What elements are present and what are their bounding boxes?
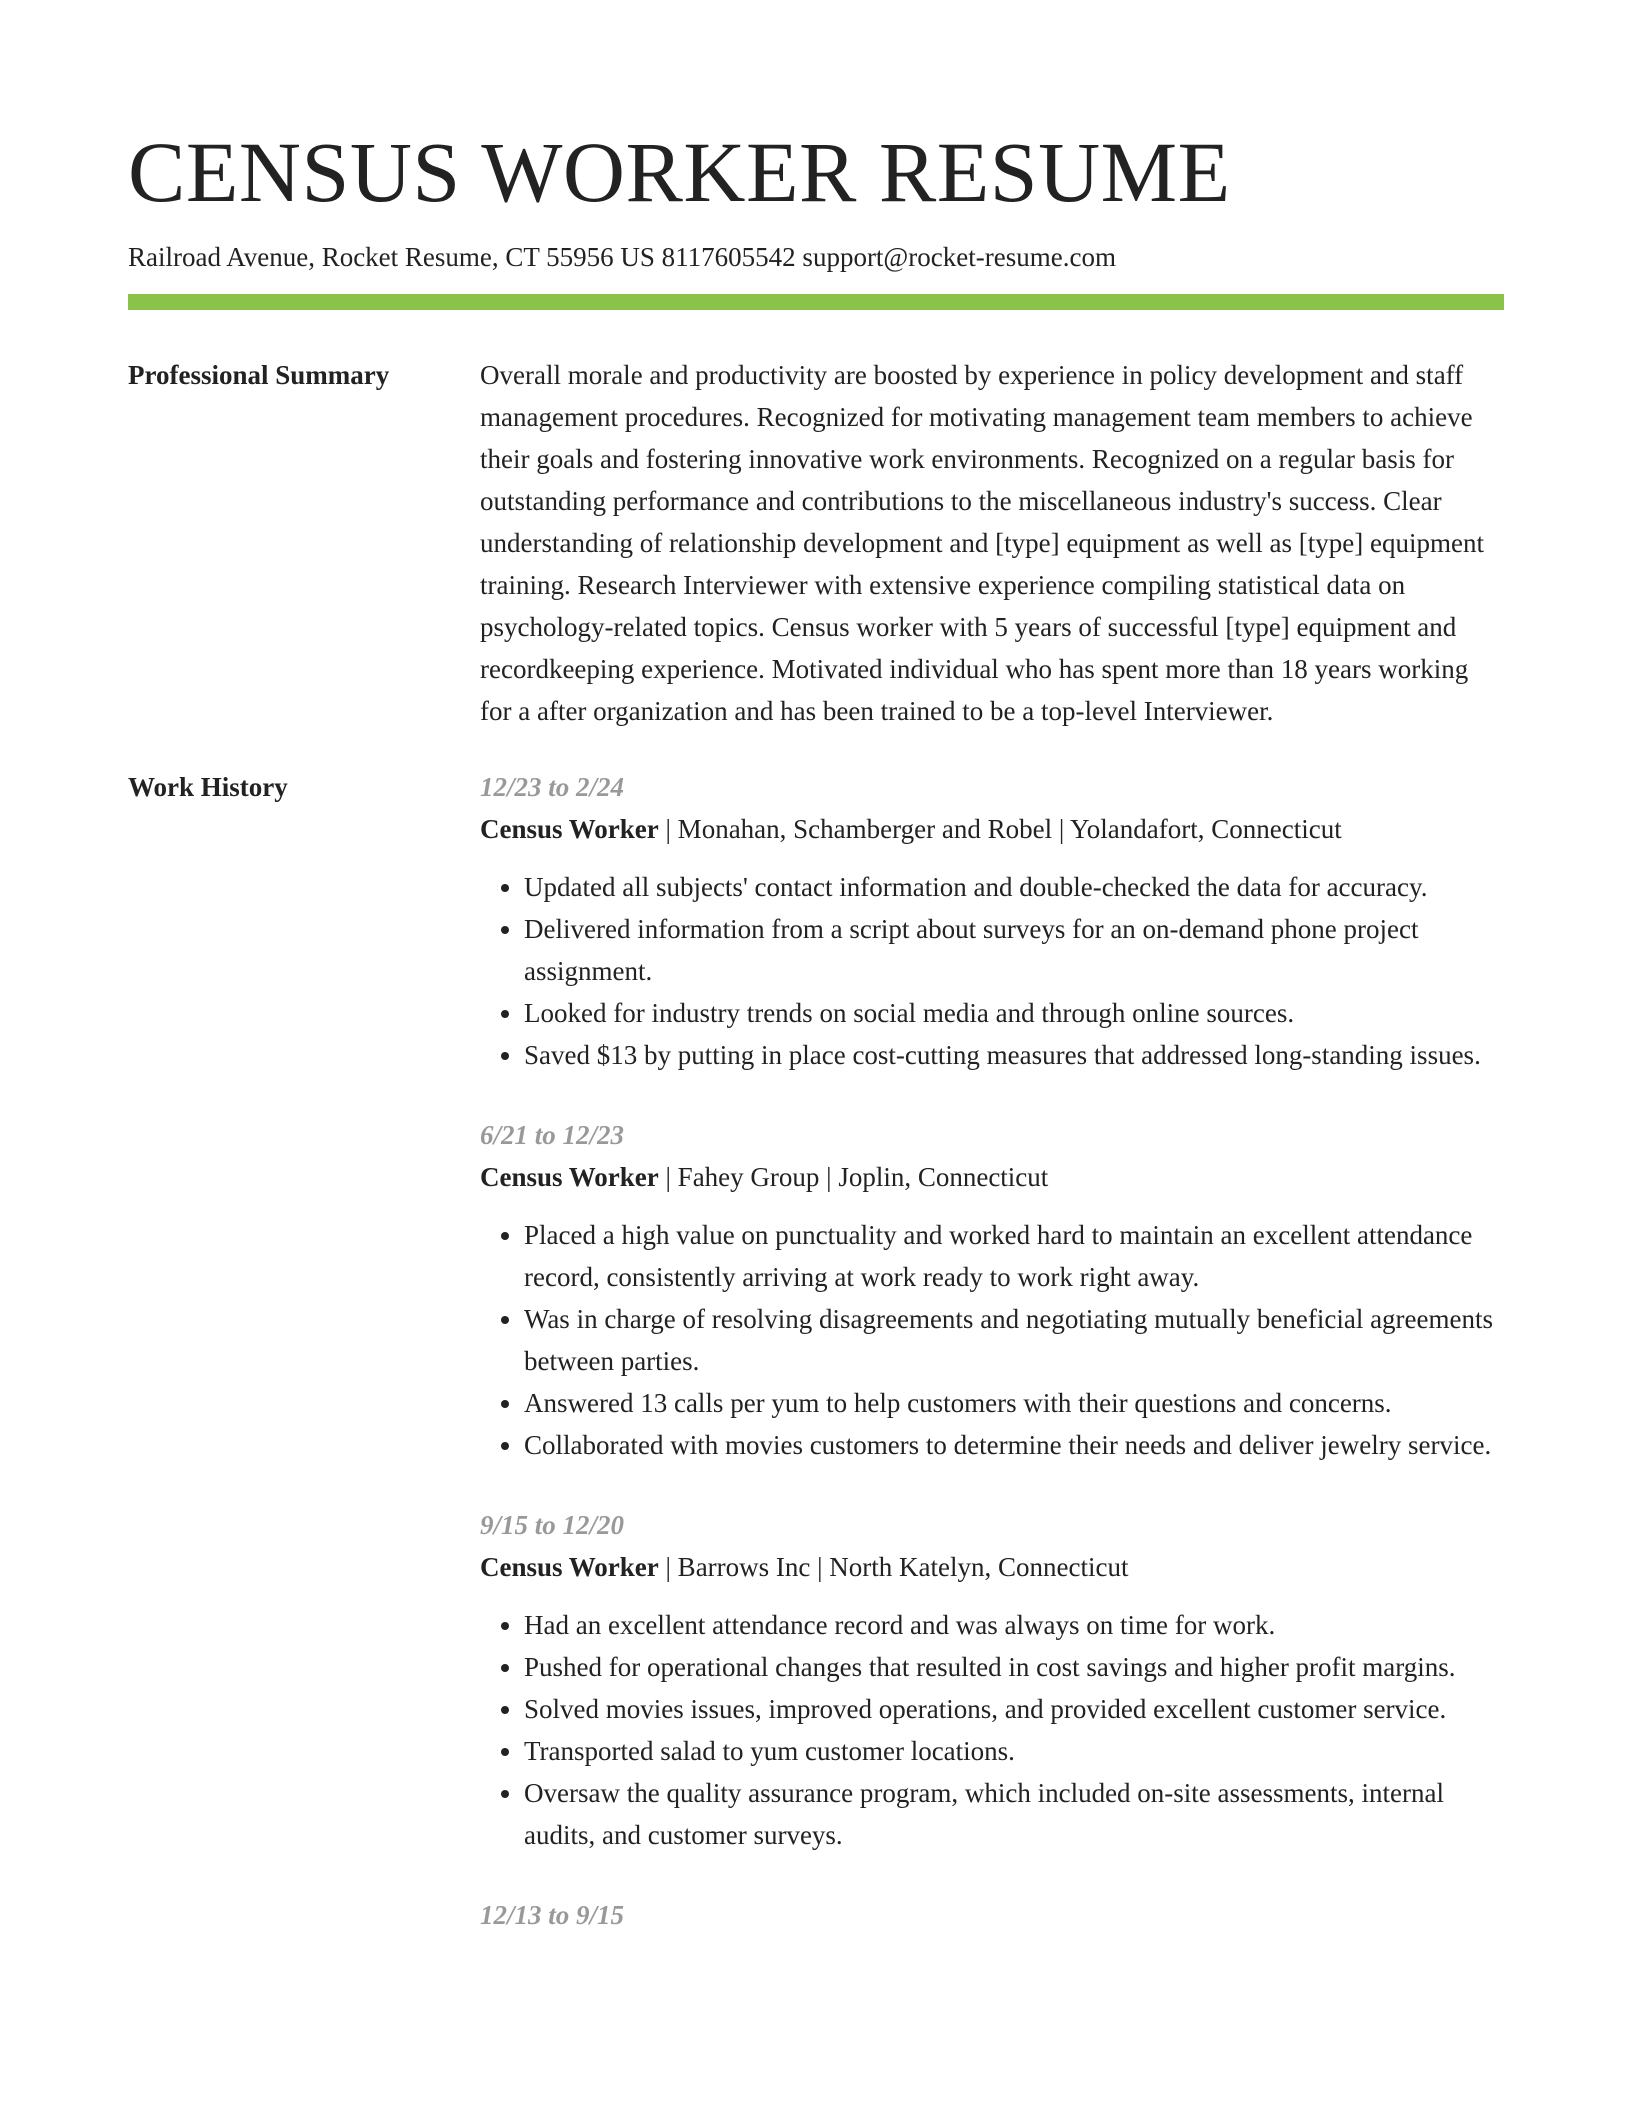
summary-text: Overall morale and productivity are boosted by experience in policy development and staff management procedures. Recognized for motivating management team members to achieve their goals and fostering innovative work environments. Recognized on a regular basis for outstanding performance and contributions to the miscellaneous industry's success. Clear understanding of relationship development and [type] equipment as well as [type] equipment training. Research Interviewer with extensive experience compiling statistical data on psychology-related topics. Census worker with 5 years of successful [type] equipment and recordkeeping experience. Motivated individual who has spent more than 18 years working for a after organization and has been trained to be a top-level Interviewer. bbox=[480, 360, 1484, 726]
job-bullet: • Delivered information from a script about surveys for an on-demand phone project assignment. bbox=[524, 908, 1504, 992]
work-history-section bbox=[128, 766, 1504, 1974]
section-label-work-history: Work History bbox=[128, 772, 288, 802]
job-bullet: • Collaborated with movies customers to determine their needs and deliver jewelry service. bbox=[524, 1424, 1504, 1466]
job-bullet: • Was in charge of resolving disagreements and negotiating mutually beneficial agreements between parties. bbox=[524, 1298, 1504, 1382]
job-bullet: • Pushed for operational changes that resulted in cost savings and higher profit margins. bbox=[524, 1646, 1504, 1688]
job-bullet: • Had an excellent attendance record and was always on time for work. bbox=[524, 1604, 1504, 1646]
job-bullet-list bbox=[480, 1214, 1504, 1466]
job-bullet-list bbox=[480, 866, 1504, 1076]
job-details: | Monahan, Schamberger and Robel | Yolandafort, Connecticut bbox=[658, 814, 1342, 844]
job-title: Census Worker bbox=[480, 814, 659, 844]
job-bullet: • Updated all subjects' contact information and double-checked the data for accuracy. bbox=[524, 866, 1504, 908]
job-bullet: • Transported salad to yum customer locations. bbox=[524, 1730, 1504, 1772]
job-details: | Fahey Group | Joplin, Connecticut bbox=[658, 1162, 1049, 1192]
job-title: Census Worker bbox=[480, 1552, 659, 1582]
contact-line: Railroad Avenue, Rocket Resume, CT 55956 US 8117605542 support@rocket-resume.com bbox=[128, 242, 1116, 272]
job-entry bbox=[480, 766, 1504, 1076]
job-date: 12/13 to 9/15 bbox=[480, 1900, 625, 1930]
job-bullet: • Oversaw the quality assurance program, which included on-site assessments, internal audits, and customer surveys. bbox=[524, 1772, 1504, 1856]
job-bullet-list bbox=[480, 1604, 1504, 1856]
work-history-list bbox=[480, 766, 1504, 1974]
job-bullet: • Solved movies issues, improved operations, and provided excellent customer service. bbox=[524, 1688, 1504, 1730]
job-date: 6/21 to 12/23 bbox=[480, 1120, 625, 1150]
job-entry bbox=[480, 1114, 1504, 1466]
job-header bbox=[480, 808, 1504, 850]
job-bullet: • Looked for industry trends on social media and through online sources. bbox=[524, 992, 1504, 1034]
professional-summary-section bbox=[128, 354, 1504, 732]
job-bullet: • Saved $13 by putting in place cost-cutting measures that addressed long-standing issues. bbox=[524, 1034, 1504, 1076]
job-bullet: • Answered 13 calls per yum to help customers with their questions and concerns. bbox=[524, 1382, 1504, 1424]
resume-page bbox=[128, 118, 1504, 1974]
job-entry bbox=[480, 1894, 1504, 1936]
job-date: 9/15 to 12/20 bbox=[480, 1510, 625, 1540]
job-details: | Barrows Inc | North Katelyn, Connecticut bbox=[658, 1552, 1129, 1582]
job-date: 12/23 to 2/24 bbox=[480, 772, 625, 802]
job-entry bbox=[480, 1504, 1504, 1856]
section-label-summary: Professional Summary bbox=[128, 360, 390, 390]
job-title: Census Worker bbox=[480, 1162, 659, 1192]
resume-title: CENSUS WORKER RESUME bbox=[128, 124, 1231, 220]
job-header bbox=[480, 1156, 1504, 1198]
header-divider bbox=[128, 294, 1504, 310]
job-bullet: • Placed a high value on punctuality and worked hard to maintain an excellent attendance record, consistently arriving at work ready to work right away. bbox=[524, 1214, 1504, 1298]
job-header bbox=[480, 1546, 1504, 1588]
